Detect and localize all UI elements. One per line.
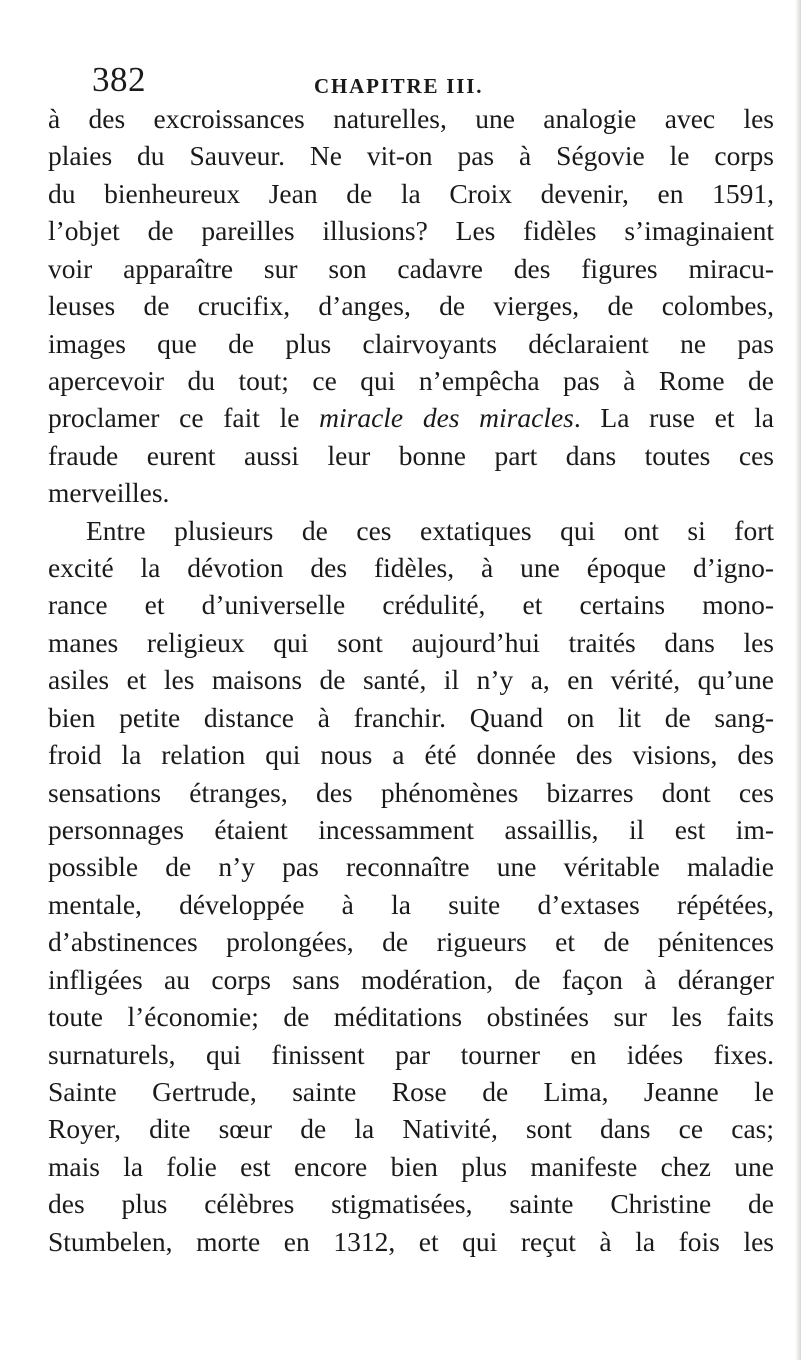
text-line: bien petite distance à franchir. Quand on lit de sang-	[48, 701, 774, 733]
text-line: d’abstinences prolongées, de rigueurs et de pénitences	[48, 926, 774, 958]
text-line: excité la dévotion des fidèles, à une époque d’igno-	[48, 552, 774, 584]
text-line: plaies du Sauveur. Ne vit-on pas à Ségovie le corps	[48, 140, 774, 172]
text-line: infligées au corps sans modération, de façon à déranger	[48, 963, 774, 995]
page-edge-shadow	[795, 0, 801, 1360]
text-line: Sainte Gertrude, sainte Rose de Lima, Jeanne le	[48, 1075, 774, 1107]
text-line: apercevoir du tout; ce qui n’empêcha pas à Rome de	[48, 364, 774, 396]
text-line: l’objet de pareilles illusions? Les fidèles s’imaginaient	[48, 215, 774, 247]
text-line: images que de plus clairvoyants déclaraient ne pas	[48, 327, 774, 359]
italic-phrase: miracle des miracles	[319, 402, 574, 434]
text-line: froid la relation qui nous a été donnée des visions, des	[48, 739, 774, 771]
text-line: toute l’économie; de méditations obstinées sur les faits	[48, 1001, 774, 1033]
text-line: rance et d’universelle crédulité, et certains mono-	[48, 589, 774, 621]
text-line: mais la folie est encore bien plus manifeste chez une	[48, 1150, 774, 1182]
paragraph-1	[48, 100, 774, 512]
text-segment: proclamer ce fait le	[48, 402, 320, 434]
text-segment: . La ruse et la	[573, 402, 775, 434]
text-line: Entre plusieurs de ces extatiques qui ont si fort	[86, 514, 774, 546]
text-line: asiles et les maisons de santé, il n’y a, en vérité, qu’une	[48, 664, 774, 696]
text-line: mentale, développée à la suite d’extases répétées,	[48, 888, 774, 920]
text-line: merveilles.	[48, 477, 170, 509]
text-line: du bienheureux Jean de la Croix devenir, en 1591,	[48, 177, 774, 209]
text-line: manes religieux qui sont aujourd’hui traités dans les	[48, 626, 774, 658]
text-line: Stumbelen, morte en 1312, et qui reçut à la fois les	[48, 1225, 774, 1257]
text-line: à des excroissances naturelles, une analogie avec les	[48, 103, 774, 134]
text-line: surnaturels, qui finissent par tourner en idées fixes.	[48, 1038, 774, 1070]
text-line: sensations étranges, des phénomènes bizarres dont ces	[48, 776, 774, 808]
body-text	[48, 100, 774, 1260]
text-line: possible de n’y pas reconnaître une véritable maladie	[48, 851, 774, 883]
text-line: Royer, dite sœur de la Nativité, sont dans ce cas;	[48, 1113, 774, 1145]
paragraph-2	[48, 512, 774, 1260]
page-number: 382	[92, 60, 146, 99]
text-line: personnages étaient incessamment assaillis, il est im-	[48, 814, 774, 846]
text-line-with-italic	[48, 399, 774, 436]
text-line: voir apparaître sur son cadavre des figures miracu-	[48, 252, 774, 284]
running-head: CHAPITRE III.	[314, 74, 484, 98]
text-line: fraude eurent aussi leur bonne part dans toutes ces	[48, 439, 774, 471]
text-line: des plus célèbres stigmatisées, sainte Christine de	[48, 1188, 774, 1220]
text-line: leuses de crucifix, d’anges, de vierges, de colombes,	[48, 290, 774, 322]
